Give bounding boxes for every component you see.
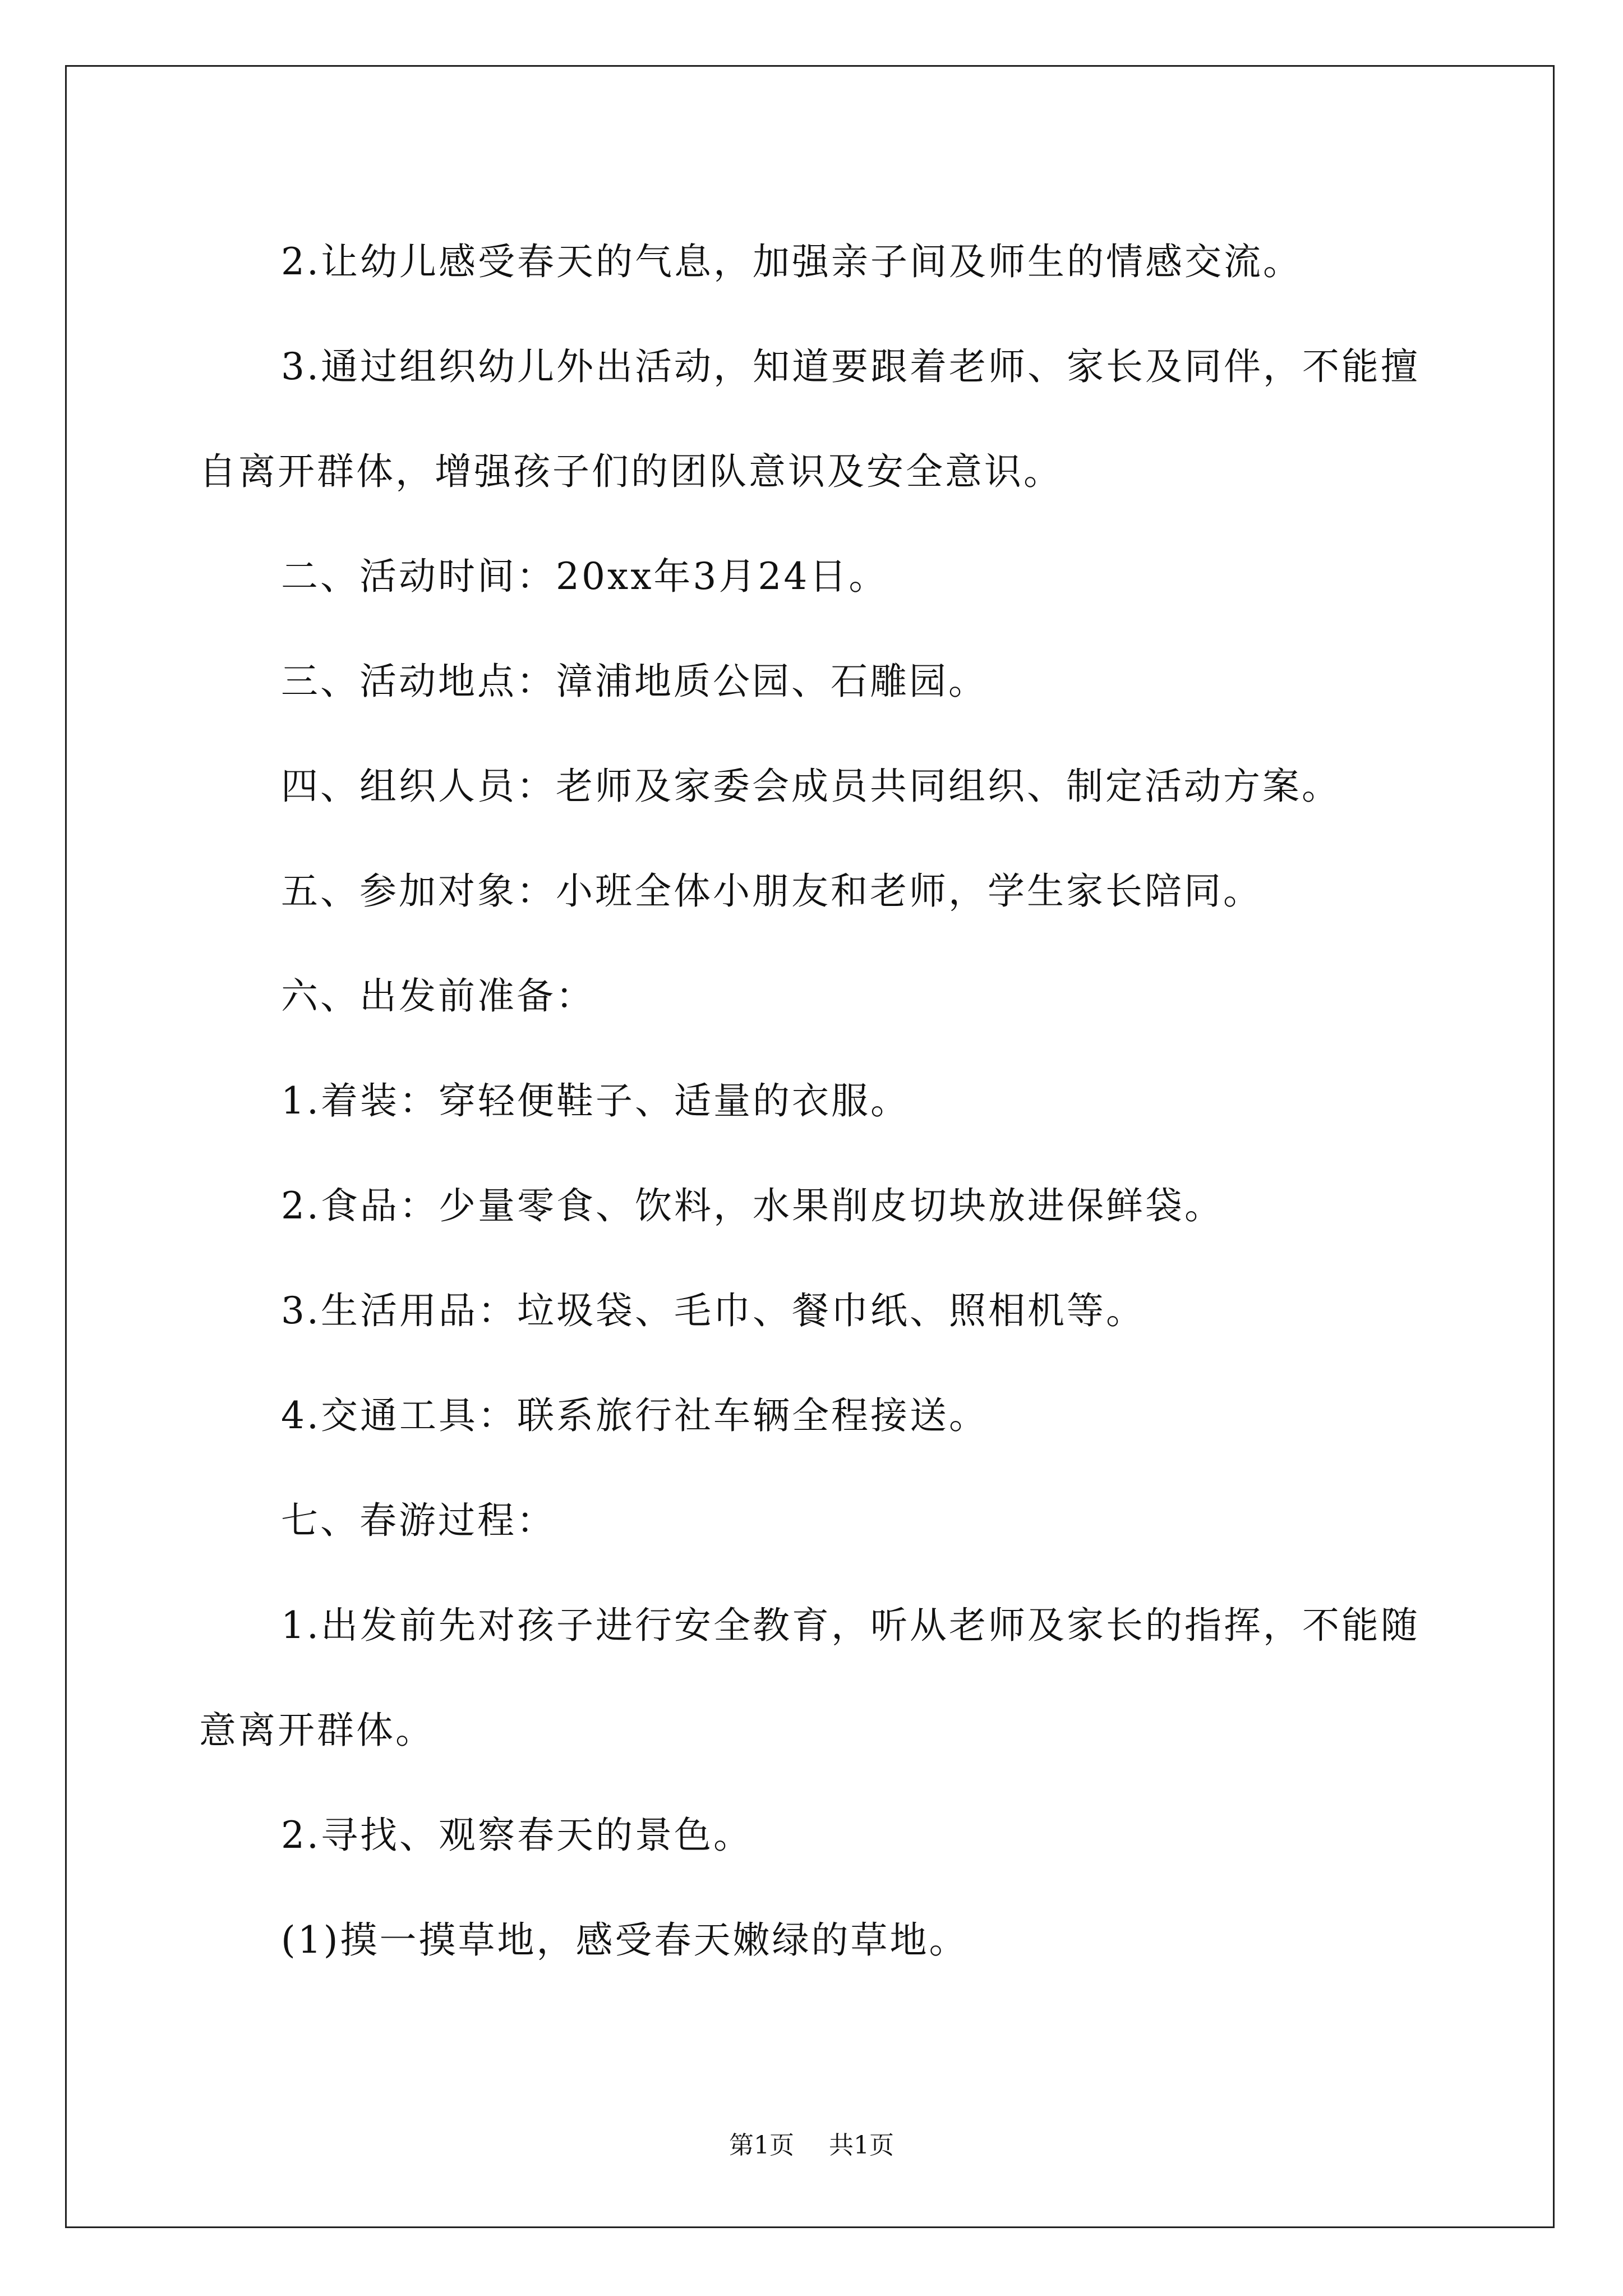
paragraph-goal-2: 2.让幼儿感受春天的气息，加强亲子间及师生的情感交流。 [281,240,1302,283]
paragraph-preparation-heading: 六、出发前准备： [281,974,595,1018]
paragraph-supplies: 3.生活用品：垃圾袋、毛巾、餐巾纸、照相机等。 [281,1289,1145,1332]
paragraph-clothing: 1.着装：穿轻便鞋子、适量的衣服。 [281,1079,910,1122]
paragraph-participants: 五、参加对象：小班全体小朋友和老师，学生家长陪同。 [281,869,1262,913]
paragraph-transport: 4.交通工具：联系旅行社车辆全程接送。 [281,1394,988,1437]
page-number: 第1页 [729,2131,794,2160]
document-body [199,209,1433,1993]
page-total: 共1页 [829,2131,894,2160]
paragraph-food: 2.食品：少量零食、饮料，水果削皮切块放进保鲜袋。 [281,1184,1224,1227]
paragraph-activity-location: 三、活动地点：漳浦地质公园、石雕园。 [281,660,988,703]
paragraph-safety-education: 1.出发前先对孩子进行安全教育，听从老师及家长的指挥，不能随意离开群体。 [199,1604,1420,1752]
paragraph-process-heading: 七、春游过程： [281,1499,556,1542]
paragraph-organizers: 四、组织人员：老师及家委会成员共同组织、制定活动方案。 [281,765,1341,808]
paragraph-goal-3: 3.通过组织幼儿外出活动，知道要跟着老师、家长及同伴，不能擅自离开群体，增强孩子们的团队意识及安全意识。 [199,345,1420,493]
paragraph-touch-grass: (1)摸一摸草地，感受春天嫩绿的草地。 [281,1918,969,1962]
paragraph-activity-time: 二、活动时间：20xx年3月24日。 [281,555,888,598]
paragraph-observe-spring: 2.寻找、观察春天的景色。 [281,1814,753,1857]
page-footer [0,2129,1623,2162]
